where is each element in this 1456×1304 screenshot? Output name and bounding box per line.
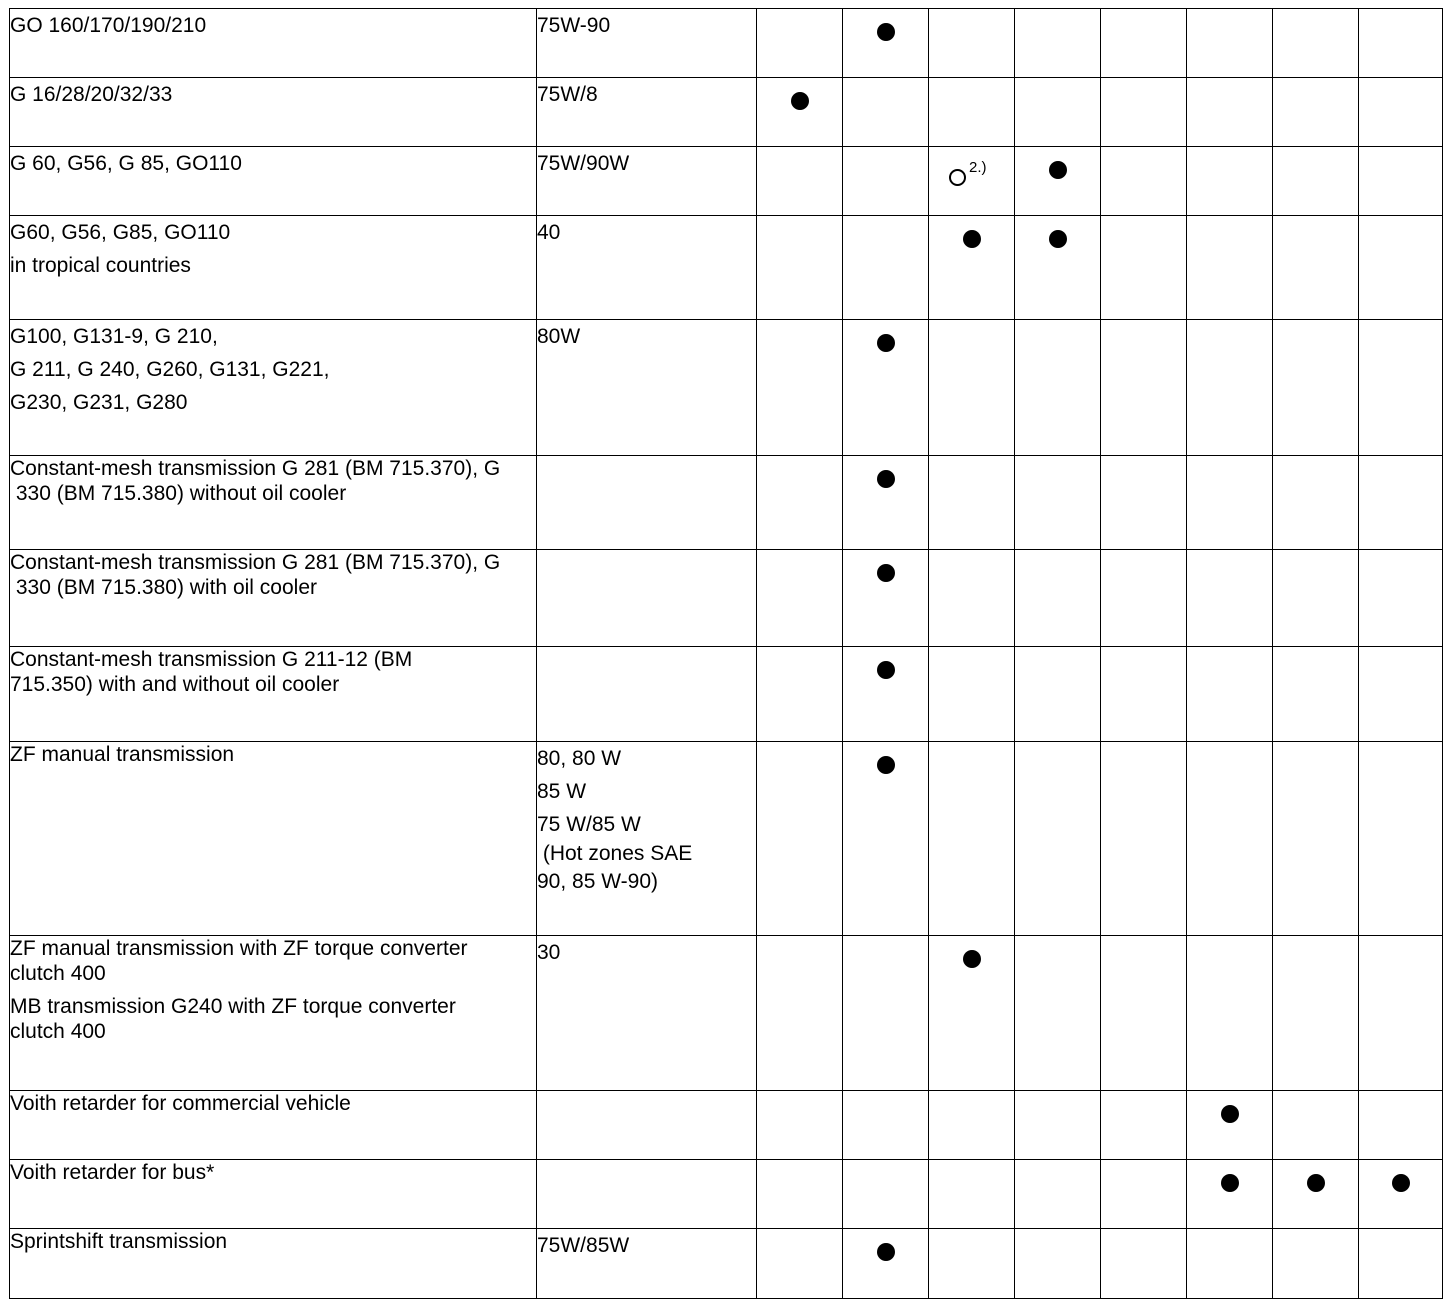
viscosity-cell [537, 647, 757, 742]
viscosity-cell [537, 456, 757, 550]
mark-cell [843, 78, 929, 147]
component-text: 330 (BM 715.380) with oil cooler [10, 576, 317, 599]
filled-dot-icon [963, 950, 981, 968]
mark-cell [929, 1091, 1015, 1160]
mark-cell [929, 456, 1015, 550]
table-row [10, 147, 1443, 216]
mark-cell [1359, 647, 1443, 742]
mark-cell [1187, 1091, 1273, 1160]
filled-dot-icon [1049, 230, 1067, 248]
filled-dot-icon [963, 230, 981, 248]
mark-cell [757, 147, 843, 216]
mark-cell [757, 936, 843, 1091]
mark-cell [1015, 216, 1101, 320]
mark-cell [1187, 742, 1273, 936]
viscosity-text: 75W/90W [537, 152, 630, 175]
mark-cell [1187, 1160, 1273, 1229]
mark-cell [1273, 216, 1359, 320]
mark-cell [929, 78, 1015, 147]
mark-cell [1015, 9, 1101, 78]
mark-cell [1359, 78, 1443, 147]
mark-cell [929, 320, 1015, 456]
mark-cell [843, 1091, 929, 1160]
viscosity-text: 75W/85W [537, 1234, 630, 1257]
mark-cell [1015, 550, 1101, 647]
component-text: 330 (BM 715.380) without oil cooler [10, 482, 347, 505]
mark-cell [1015, 1160, 1101, 1229]
component-cell [10, 320, 537, 456]
mark-cell [1359, 1229, 1443, 1299]
component-text: Voith retarder for bus* [10, 1161, 215, 1184]
component-text: 715.350) with and without oil cooler [10, 673, 340, 696]
component-cell [10, 9, 537, 78]
table-row [10, 9, 1443, 78]
mark-cell [843, 936, 929, 1091]
filled-dot-icon [877, 334, 895, 352]
mark-cell [1101, 216, 1187, 320]
viscosity-cell [537, 147, 757, 216]
filled-dot-icon [877, 470, 895, 488]
table-row [10, 456, 1443, 550]
component-cell [10, 456, 537, 550]
mark-cell [1273, 456, 1359, 550]
mark-cell [1015, 147, 1101, 216]
component-text: G230, G231, G280 [10, 391, 188, 414]
mark-cell [1273, 550, 1359, 647]
table-row [10, 216, 1443, 320]
mark-cell [1015, 936, 1101, 1091]
mark-cell [1273, 742, 1359, 936]
mark-cell [1101, 550, 1187, 647]
component-cell [10, 1160, 537, 1229]
viscosity-text: 90, 85 W-90) [537, 870, 659, 893]
component-text: Voith retarder for commercial vehicle [10, 1092, 351, 1115]
mark-cell [929, 9, 1015, 78]
mark-cell [929, 1160, 1015, 1229]
mark-cell [757, 456, 843, 550]
mark-cell [1101, 647, 1187, 742]
mark-cell [757, 647, 843, 742]
mark-cell [757, 9, 843, 78]
filled-dot-icon [877, 1243, 895, 1261]
mark-cell [843, 147, 929, 216]
component-cell [10, 78, 537, 147]
mark-cell [1359, 936, 1443, 1091]
open-mark [949, 157, 1014, 190]
mark-cell [757, 78, 843, 147]
table-row [10, 1160, 1443, 1229]
mark-cell [1273, 1160, 1359, 1229]
viscosity-text: 30 [537, 941, 561, 964]
component-text: clutch 400 [10, 962, 106, 985]
open-circle-icon [949, 169, 966, 186]
viscosity-cell [537, 1091, 757, 1160]
mark-cell [1273, 936, 1359, 1091]
component-text: Sprintshift transmission [10, 1230, 228, 1253]
mark-cell [929, 216, 1015, 320]
table-row [10, 320, 1443, 456]
viscosity-text: 85 W [537, 780, 587, 803]
component-text: in tropical countries [10, 254, 191, 277]
mark-cell [757, 550, 843, 647]
mark-cell [929, 550, 1015, 647]
mark-cell [1015, 647, 1101, 742]
mark-cell [1187, 456, 1273, 550]
filled-dot-icon [1221, 1174, 1239, 1192]
viscosity-text: 80W [537, 325, 581, 348]
viscosity-text: 80, 80 W [537, 747, 622, 770]
mark-cell [757, 1229, 843, 1299]
component-text: ZF manual transmission [10, 743, 235, 766]
mark-cell [1015, 456, 1101, 550]
mark-cell [1101, 320, 1187, 456]
mark-cell [1187, 320, 1273, 456]
mark-cell [843, 216, 929, 320]
viscosity-cell [537, 1229, 757, 1299]
table-row [10, 1091, 1443, 1160]
component-cell [10, 647, 537, 742]
mark-cell [1187, 936, 1273, 1091]
mark-cell [1015, 742, 1101, 936]
mark-cell [1359, 1091, 1443, 1160]
mark-cell [1359, 9, 1443, 78]
mark-cell [843, 456, 929, 550]
mark-cell [843, 742, 929, 936]
footnote-ref: 2.) [969, 159, 987, 176]
table-row [10, 550, 1443, 647]
component-text: Constant-mesh transmission G 211-12 (BM [10, 648, 413, 671]
mark-cell [1101, 1160, 1187, 1229]
mark-cell [1359, 147, 1443, 216]
component-text: Constant-mesh transmission G 281 (BM 715.370), G [10, 551, 501, 574]
mark-cell [1187, 647, 1273, 742]
component-text: ZF manual transmission with ZF torque converter [10, 937, 468, 960]
filled-dot-icon [1307, 1174, 1325, 1192]
mark-cell [1359, 1160, 1443, 1229]
component-text: MB transmission G240 with ZF torque converter [10, 995, 456, 1018]
table-row [10, 78, 1443, 147]
component-text: G60, G56, G85, GO110 [10, 221, 231, 244]
component-cell [10, 1229, 537, 1299]
viscosity-cell [537, 9, 757, 78]
mark-cell [929, 1229, 1015, 1299]
mark-cell [843, 1160, 929, 1229]
mark-cell [1273, 78, 1359, 147]
filled-dot-icon [877, 564, 895, 582]
lubricant-spec-table [9, 8, 1443, 1299]
component-cell [10, 147, 537, 216]
viscosity-cell [537, 742, 757, 936]
mark-cell [929, 742, 1015, 936]
viscosity-cell [537, 936, 757, 1091]
mark-cell [929, 936, 1015, 1091]
mark-cell [843, 9, 929, 78]
mark-cell [1273, 320, 1359, 456]
viscosity-cell [537, 320, 757, 456]
filled-dot-icon [877, 23, 895, 41]
mark-cell [757, 216, 843, 320]
mark-cell [1273, 1091, 1359, 1160]
component-text: Constant-mesh transmission G 281 (BM 715.370), G [10, 457, 501, 480]
component-text: G 16/28/20/32/33 [10, 83, 173, 106]
mark-cell [1187, 1229, 1273, 1299]
mark-cell [1359, 320, 1443, 456]
component-cell [10, 742, 537, 936]
viscosity-cell [537, 216, 757, 320]
mark-cell [1359, 742, 1443, 936]
mark-cell [1101, 456, 1187, 550]
mark-cell [1359, 550, 1443, 647]
table-row [10, 742, 1443, 936]
mark-cell [1187, 9, 1273, 78]
component-text: clutch 400 [10, 1020, 106, 1043]
table-body [10, 9, 1443, 1299]
filled-dot-icon [791, 92, 809, 110]
component-text: G 211, G 240, G260, G131, G221, [10, 358, 330, 381]
mark-cell [843, 1229, 929, 1299]
table-row [10, 647, 1443, 742]
component-text: G100, G131-9, G 210, [10, 325, 218, 348]
mark-cell [1273, 647, 1359, 742]
viscosity-text: 40 [537, 221, 561, 244]
filled-dot-icon [1221, 1105, 1239, 1123]
table-row [10, 1229, 1443, 1299]
viscosity-cell [537, 550, 757, 647]
mark-cell [1101, 742, 1187, 936]
filled-dot-icon [877, 756, 895, 774]
component-text: GO 160/170/190/210 [10, 14, 207, 37]
mark-cell [1015, 1091, 1101, 1160]
mark-cell [1015, 320, 1101, 456]
mark-cell [929, 647, 1015, 742]
mark-cell [1187, 550, 1273, 647]
mark-cell [1101, 1229, 1187, 1299]
mark-cell [1101, 78, 1187, 147]
viscosity-text: (Hot zones SAE [537, 842, 693, 865]
viscosity-text: 75W/8 [537, 83, 598, 106]
table-row [10, 936, 1443, 1091]
mark-cell [1187, 78, 1273, 147]
filled-dot-icon [1049, 161, 1067, 179]
mark-cell [1273, 1229, 1359, 1299]
component-text: G 60, G56, G 85, GO110 [10, 152, 242, 175]
mark-cell [1101, 1091, 1187, 1160]
mark-cell [1101, 9, 1187, 78]
mark-cell [1187, 147, 1273, 216]
mark-cell [1187, 216, 1273, 320]
mark-cell [1359, 216, 1443, 320]
component-cell [10, 1091, 537, 1160]
mark-cell [1015, 78, 1101, 147]
component-cell [10, 936, 537, 1091]
mark-cell [843, 647, 929, 742]
mark-cell [1101, 147, 1187, 216]
viscosity-text: 75 W/85 W [537, 813, 641, 836]
viscosity-cell [537, 78, 757, 147]
mark-cell [843, 320, 929, 456]
mark-cell [1273, 9, 1359, 78]
filled-dot-icon [877, 661, 895, 679]
mark-cell [1015, 1229, 1101, 1299]
viscosity-text: 75W-90 [537, 14, 611, 37]
viscosity-cell [537, 1160, 757, 1229]
mark-cell [1273, 147, 1359, 216]
mark-cell [843, 550, 929, 647]
mark-cell [757, 1160, 843, 1229]
mark-cell [757, 742, 843, 936]
mark-cell [929, 147, 1015, 216]
mark-cell [1101, 936, 1187, 1091]
component-cell [10, 216, 537, 320]
filled-dot-icon [1392, 1174, 1410, 1192]
component-cell [10, 550, 537, 647]
mark-cell [757, 1091, 843, 1160]
mark-cell [1359, 456, 1443, 550]
mark-cell [757, 320, 843, 456]
